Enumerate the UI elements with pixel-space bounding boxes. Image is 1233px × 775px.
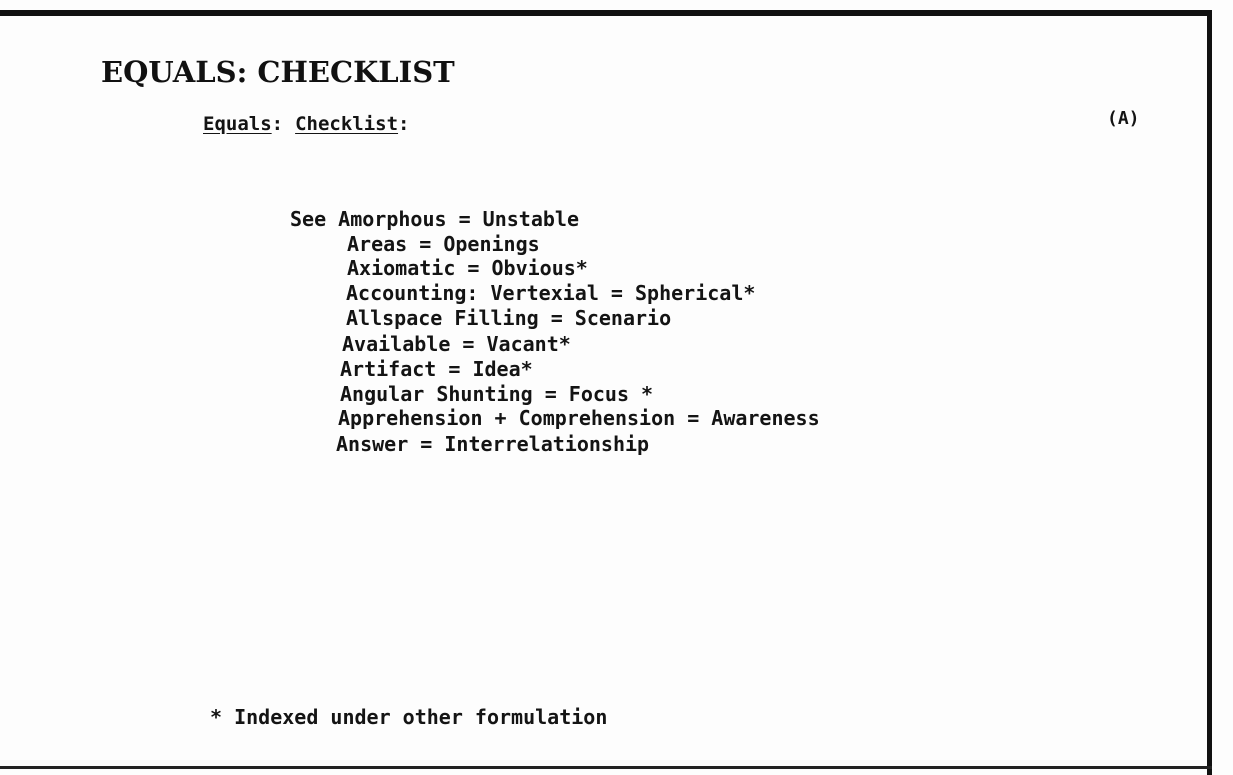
right-border <box>1207 10 1212 775</box>
subsection-colon: : <box>398 113 410 135</box>
top-border <box>0 10 1212 16</box>
card-tag: (A) <box>1107 108 1140 129</box>
entry-line: See Amorphous = Unstable <box>290 207 579 231</box>
entry-line: Available = Vacant* <box>342 332 571 356</box>
section-header <box>203 113 410 135</box>
entry-line: Angular Shunting = Focus * <box>340 382 654 406</box>
section-colon: : <box>271 113 284 135</box>
entry-line: Answer = Interrelationship <box>336 432 650 456</box>
footnote: * Indexed under other formulation <box>210 705 608 729</box>
subsection-label: Checklist <box>295 113 399 135</box>
entry-line: Apprehension + Comprehension = Awareness <box>338 406 820 430</box>
entry-line: Axiomatic = Obvious* <box>347 256 588 280</box>
entry-line: Artifact = Idea* <box>340 357 533 381</box>
entry-line: Accounting: Vertexial = Spherical* <box>346 281 756 305</box>
section-label: Equals <box>203 113 272 135</box>
page-title: EQUALS: CHECKLIST <box>101 55 455 89</box>
entry-line: Allspace Filling = Scenario <box>346 306 672 330</box>
bottom-border <box>0 766 1212 769</box>
entry-line: Areas = Openings <box>347 232 540 256</box>
